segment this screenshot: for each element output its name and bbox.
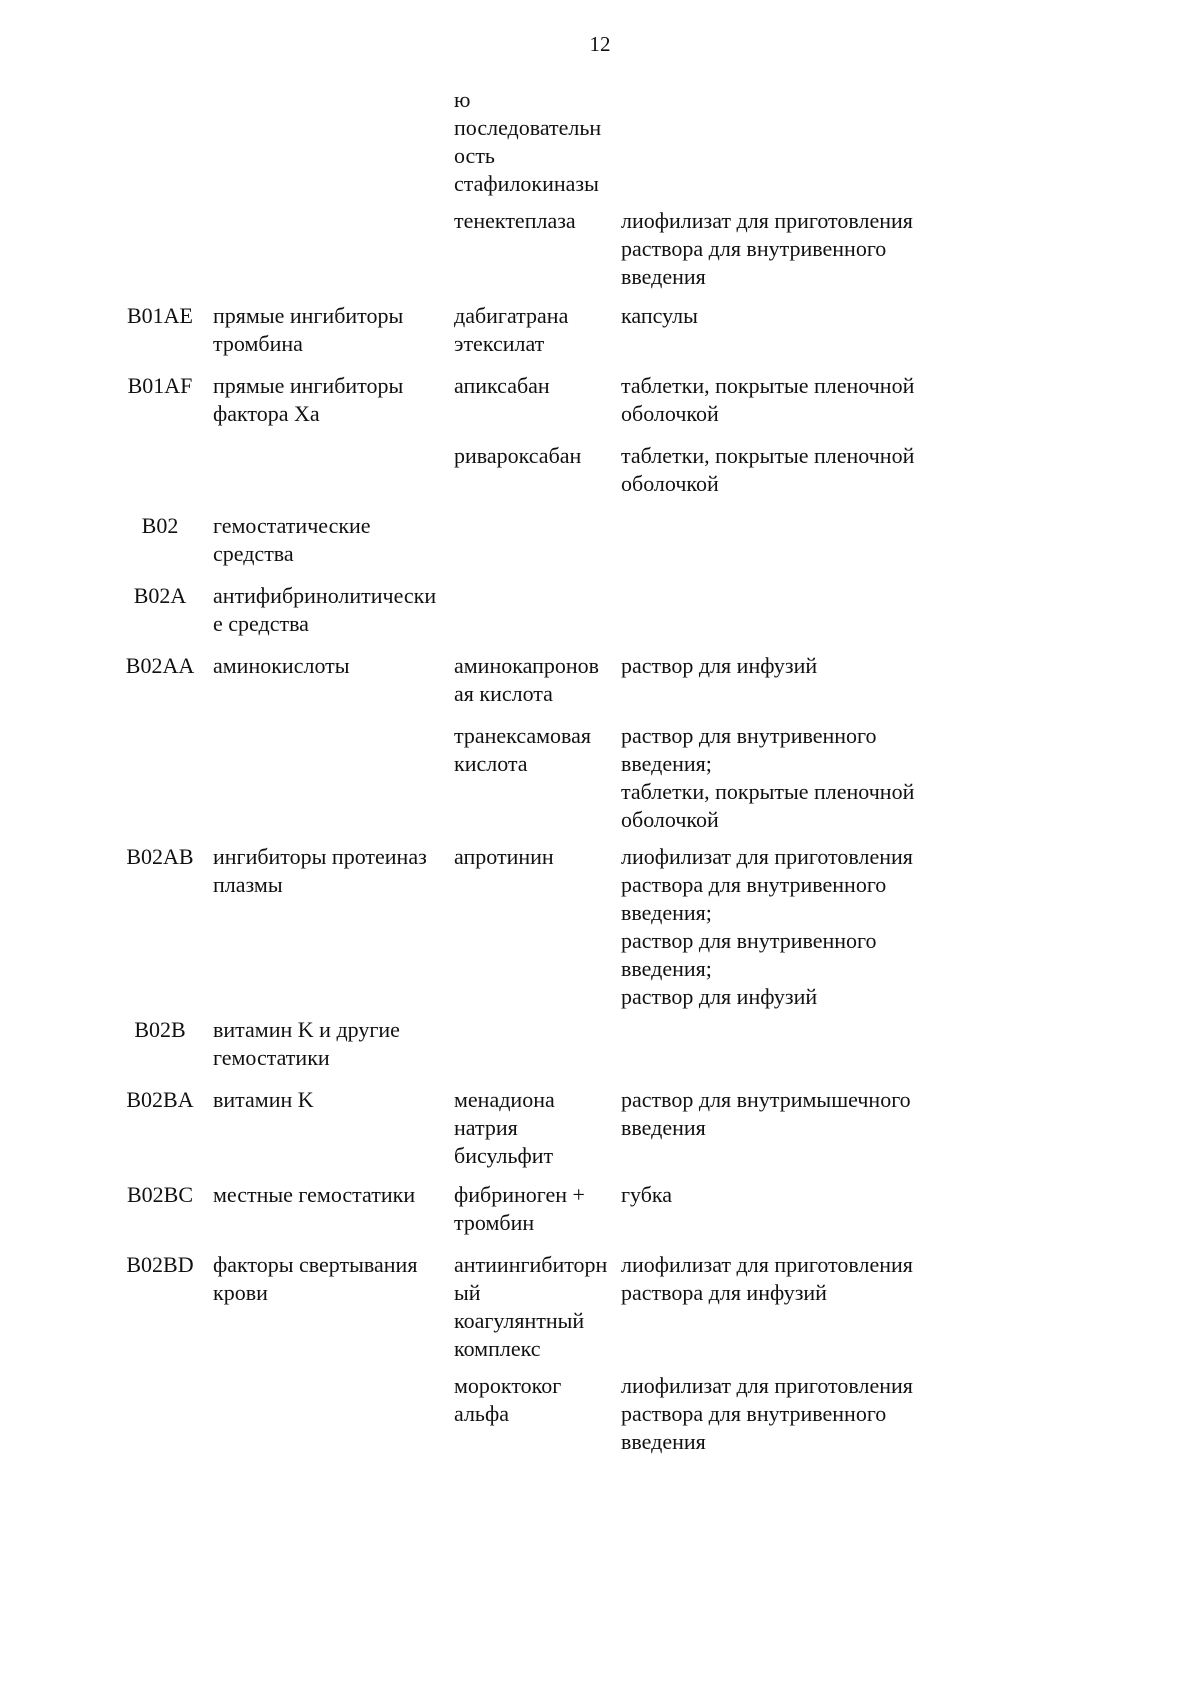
drug-name-cell: дабигатрана этексилат xyxy=(454,303,569,356)
atc-code-cell: B01AE xyxy=(127,303,193,328)
atc-code-cell: B01AF xyxy=(127,373,193,398)
dosage-form-cell: раствор для инфузий xyxy=(621,653,818,678)
group-name-cell: ингибиторы протеиназ плазмы xyxy=(213,844,427,897)
drug-name-cell: фибриноген + тромбин xyxy=(454,1182,585,1235)
group-name-cell: прямые ингибиторы тромбина xyxy=(213,303,404,356)
dosage-form-cell: таблетки, покрытые пленочной оболочкой xyxy=(621,373,915,426)
dosage-form-cell: таблетки, покрытые пленочной оболочкой xyxy=(621,443,915,496)
dosage-form-cell: лиофилизат для приготовления раствора для внутривенного введения xyxy=(621,1373,913,1454)
group-name-cell: витамин K xyxy=(213,1087,314,1112)
drug-name-cell: аминокапронов ая кислота xyxy=(454,653,599,706)
dosage-form-cell: лиофилизат для приготовления раствора для внутривенного введения; раствор для внутривенного введения; раствор для инфузий xyxy=(621,844,913,1009)
atc-code-cell: B02B xyxy=(134,1017,186,1042)
drug-name-cell: апиксабан xyxy=(454,373,550,398)
atc-code-cell: B02BA xyxy=(126,1087,194,1112)
page-number: 12 xyxy=(589,32,611,56)
drug-name-cell: мороктоког альфа xyxy=(454,1373,562,1426)
atc-code-cell: B02AA xyxy=(125,653,195,678)
drug-name-cell: тенектеплаза xyxy=(454,208,576,233)
drug-name-cell: апротинин xyxy=(454,844,554,869)
group-name-cell: аминокислоты xyxy=(213,653,350,678)
atc-code-cell: B02A xyxy=(133,583,187,608)
dosage-form-cell: капсулы xyxy=(621,303,698,328)
drug-name-cell: антиингибиторн ый коагулянтный комплекс xyxy=(454,1252,608,1361)
atc-code-cell: B02BC xyxy=(126,1182,194,1207)
atc-code-cell: B02BD xyxy=(126,1252,194,1277)
drug-name-cell: транексамовая кислота xyxy=(454,723,592,776)
drug-name-cell: менадиона натрия бисульфит xyxy=(454,1087,555,1168)
dosage-form-cell: раствор для внутримышечного введения xyxy=(621,1087,911,1140)
drug-name-cell: ривароксабан xyxy=(454,443,582,468)
group-name-cell: антифибринолитически е средства xyxy=(213,583,437,636)
dosage-form-cell: лиофилизат для приготовления раствора для инфузий xyxy=(621,1252,913,1305)
drug-name-cell: ю последовательн ость стафилокиназы xyxy=(454,87,602,196)
group-name-cell: витамин K и другие гемостатики xyxy=(213,1017,400,1070)
group-name-cell: прямые ингибиторы фактора Ха xyxy=(213,373,404,426)
dosage-form-cell: раствор для внутривенного введения; таблетки, покрытые пленочной оболочкой xyxy=(621,723,915,832)
dosage-form-cell: губка xyxy=(621,1182,673,1207)
atc-code-cell: B02AB xyxy=(126,844,194,869)
atc-code-cell: B02 xyxy=(141,513,179,538)
group-name-cell: гемостатические средства xyxy=(213,513,371,566)
dosage-form-cell: лиофилизат для приготовления раствора для внутривенного введения xyxy=(621,208,913,289)
group-name-cell: факторы свертывания крови xyxy=(213,1252,418,1305)
group-name-cell: местные гемостатики xyxy=(213,1182,416,1207)
